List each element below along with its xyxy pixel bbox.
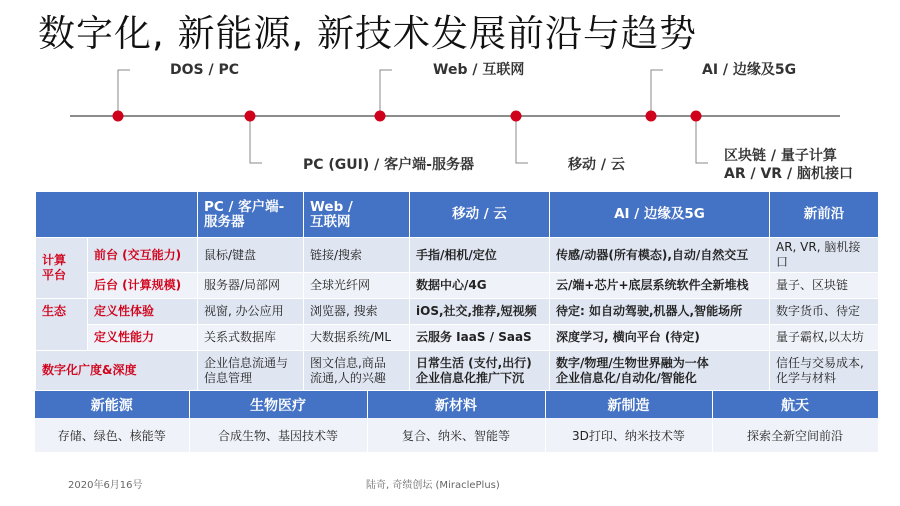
frontier-header-row <box>35 391 878 418</box>
table-cell: 手指/相机/定位 <box>410 238 550 273</box>
timeline-label-web: Web / 互联网 <box>433 62 525 78</box>
table-cell: 数字/物理/生物世界融为一体 企业信息化/自动化/智能化 <box>550 351 770 391</box>
table-row <box>36 351 879 391</box>
timeline-label-arvr: AR / VR / 脑机接口 <box>724 166 853 182</box>
header-ai: AI / 边缘及5G <box>550 192 770 238</box>
timeline-label-mobile: 移动 / 云 <box>568 157 625 173</box>
timeline-dot-ai <box>646 111 657 122</box>
frontier-tech-table <box>35 391 879 452</box>
row-label: 定义性体验 <box>88 299 198 325</box>
table-cell: 信任与交易成本, 化学与材料 <box>770 351 879 391</box>
table-cell: 浏览器, 搜索 <box>304 299 410 325</box>
frontier-header: 新材料 <box>367 391 545 418</box>
table-cell: 深度学习, 横向平台 (待定) <box>550 325 770 351</box>
header-empty <box>36 192 198 238</box>
table-cell: 服务器/局部网 <box>198 273 304 299</box>
table-cell: AR, VR, 脑机接口 <box>770 238 879 273</box>
table-cell: 量子霸权,以太坊 <box>770 325 879 351</box>
table-row <box>36 325 879 351</box>
table-cell: 链接/搜索 <box>304 238 410 273</box>
table-row <box>36 273 879 299</box>
timeline-label-ai: AI / 边缘及5G <box>702 62 797 78</box>
frontier-header: 新制造 <box>545 391 712 418</box>
row-label: 定义性能力 <box>88 325 198 351</box>
header-mobile: 移动 / 云 <box>410 192 550 238</box>
timeline-dot-frontier <box>691 111 702 122</box>
table-cell: 大数据系统/ML <box>304 325 410 351</box>
frontier-cell: 合成生物、基因技术等 <box>189 418 367 452</box>
table-cell: 图文信息,商品 流通,人的兴趣 <box>304 351 410 391</box>
table-cell: 日常生活 (支付,出行) 企业信息化推广下沉 <box>410 351 550 391</box>
comparison-table <box>35 191 879 391</box>
connector-pc-gui <box>250 116 262 163</box>
frontier-header: 生物医疗 <box>189 391 367 418</box>
connector-frontier <box>696 116 708 163</box>
frontier-cell: 3D打印、纳米技术等 <box>545 418 712 452</box>
connector-dos-pc <box>118 70 130 116</box>
table-header-row <box>36 192 879 238</box>
table-cell: 数字货币、待定 <box>770 299 879 325</box>
row-label: 后台 (计算规模) <box>88 273 198 299</box>
table-row <box>36 238 879 273</box>
frontier-body-row <box>35 418 878 452</box>
frontier-cell: 探索全新空间前沿 <box>712 418 878 452</box>
group-compute: 计算 平台 <box>36 238 88 299</box>
header-web: Web / 互联网 <box>304 192 410 238</box>
frontier-header: 航天 <box>712 391 878 418</box>
table-cell: 传感/动器(所有模态),自动/自然交互 <box>550 238 770 273</box>
footer-date: 2020年6月16号 <box>68 480 143 491</box>
footer-credit: 陆奇, 奇绩创坛 (MiraclePlus) <box>366 480 500 491</box>
timeline-dot-mobile <box>511 111 522 122</box>
table-cell: 量子、区块链 <box>770 273 879 299</box>
timeline-dot-pc-gui <box>245 111 256 122</box>
table-row <box>36 299 879 325</box>
table-cell: 待定: 如自动驾驶,机器人,智能场所 <box>550 299 770 325</box>
timeline-dot-dos-pc <box>113 111 124 122</box>
frontier-cell: 复合、纳米、智能等 <box>367 418 545 452</box>
table-cell: 云服务 IaaS / SaaS <box>410 325 550 351</box>
row-label: 前台 (交互能力) <box>88 238 198 273</box>
table-cell: 云/端+芯片+底层系统软件全新堆栈 <box>550 273 770 299</box>
group-ecosystem: 生态 <box>36 299 88 351</box>
connector-web <box>380 70 392 116</box>
frontier-cell: 存储、绿色、核能等 <box>35 418 189 452</box>
table-cell: 全球光纤网 <box>304 273 410 299</box>
table-cell: 视窗, 办公应用 <box>198 299 304 325</box>
connector-mobile <box>516 116 528 163</box>
timeline-label-dos-pc: DOS / PC <box>170 62 240 78</box>
table-cell: 企业信息流通与 信息管理 <box>198 351 304 391</box>
timeline-label-pc-gui: PC (GUI) / 客户端-服务器 <box>303 157 474 173</box>
table-cell: 数据中心/4G <box>410 273 550 299</box>
connector-ai <box>651 70 663 116</box>
table-cell: 鼠标/键盘 <box>198 238 304 273</box>
header-pc: PC / 客户端- 服务器 <box>198 192 304 238</box>
group-breadth: 数字化广度&深度 <box>36 351 198 391</box>
timeline-dot-web <box>375 111 386 122</box>
page-title: 数字化, 新能源, 新技术发展前沿与趋势 <box>38 12 698 55</box>
header-frontier: 新前沿 <box>770 192 879 238</box>
frontier-header: 新能源 <box>35 391 189 418</box>
table-cell: iOS,社交,推荐,短视频 <box>410 299 550 325</box>
timeline-label-blockchain: 区块链 / 量子计算 <box>724 148 837 164</box>
table-cell: 关系式数据库 <box>198 325 304 351</box>
